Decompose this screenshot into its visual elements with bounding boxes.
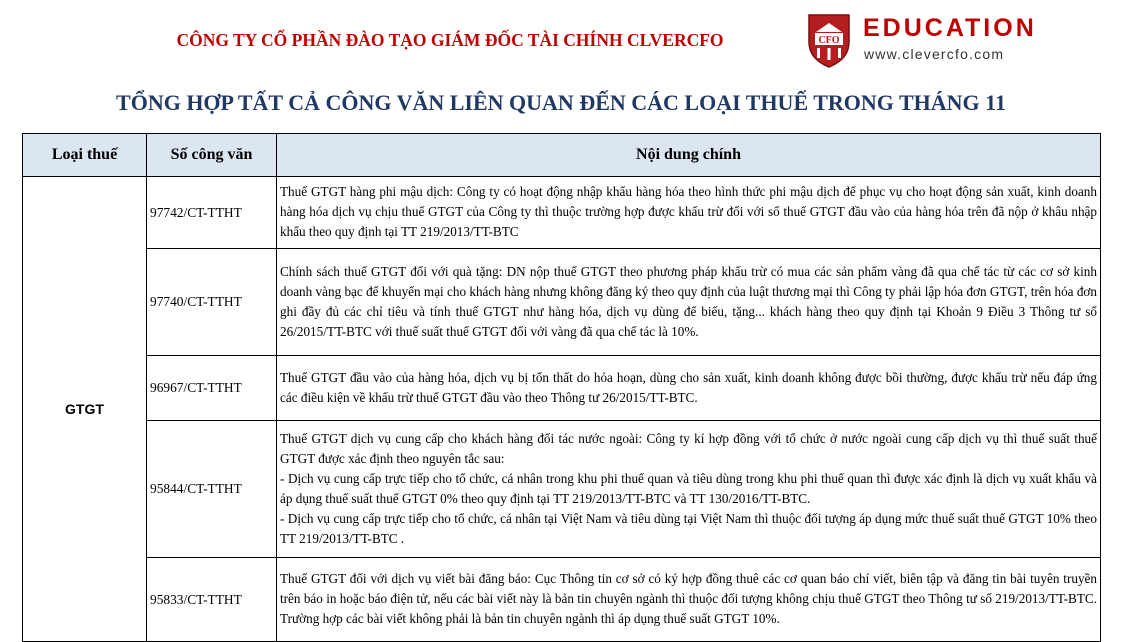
doc-number-cell: 97740/CT-TTHT — [147, 249, 277, 356]
table-row — [23, 249, 1101, 356]
tax-documents-table — [22, 133, 1101, 642]
table-header-row — [23, 134, 1101, 177]
logo-title: EDUCATION — [863, 14, 1037, 42]
tax-type-cell: GTGT — [23, 177, 147, 642]
doc-number-cell: 97742/CT-TTHT — [147, 177, 277, 249]
doc-number-cell: 96967/CT-TTHT — [147, 356, 277, 421]
table-row — [23, 177, 1101, 249]
logo-url: www.clevercfo.com — [864, 46, 1005, 62]
content-line: - Dịch vụ cung cấp trực tiếp cho tổ chức, cá nhân tại Việt Nam và tiêu dùng tại Việt Nam thì thuộc đối tượng áp dụng mức thuế suất thuế GTGT 10% theo TT 219/2013/TT-BTC . — [280, 510, 1097, 546]
doc-number-cell: 95833/CT-TTHT — [147, 558, 277, 642]
header-doc-number: Số công văn — [147, 134, 277, 177]
content-cell — [277, 356, 1101, 421]
content-line: - Dịch vụ cung cấp trực tiếp cho tổ chức, cá nhân trong khu phi thuế quan và tiêu dùng trong khu phi thuế quan thì được xác định là dịch vụ xuất khẩu và áp dụng thuế suất thuế GTGT 0% theo quy định tại TT 219/2013/TT-BTC và TT 130/2016/TT-BTC. — [280, 470, 1097, 506]
content-line: Chính sách thuế GTGT đối với quà tặng: DN nộp thuế GTGT theo phương pháp khấu trừ có mua các sản phẩm vàng đã qua chế tác từ các cơ sở kinh doanh vàng bạc để khuyến mại cho khách hàng nhưng không đăng ký theo quy định của luật thương mại thì Công ty phải lập hóa đơn GTGT, trên hóa đơn ghi đầy đủ các chỉ tiêu và tính thuế GTGT như hàng hóa, dịch vụ dùng để biếu, tặng... khách hàng theo quy định tại Khoản 9 Điều 3 Thông tư số 26/2015/TT-BTC với thuế suất thuế GTGT đối với vàng đã qua chế tác là 10%. — [280, 263, 1097, 339]
table-row — [23, 558, 1101, 642]
logo-badge-text: CFO — [818, 35, 840, 46]
company-name: CÔNG TY CỔ PHẦN ĐÀO TẠO GIÁM ĐỐC TÀI CHÍNH CLVERCFO — [176, 30, 724, 50]
content-cell — [277, 421, 1101, 558]
content-line: Thuế GTGT hàng phi mậu dịch: Công ty có hoạt động nhập khẩu hàng hóa theo hình thức phi mậu dịch để phục vụ cho hoạt động sản xuất, kinh doanh hàng hóa dịch vụ chịu thuế GTGT của Công ty thì thuộc trường hợp được khấu trừ đối với số thuế GTGT đầu vào của hàng hóa trên đã nộp ở khâu nhập khẩu theo quy định tại TT 219/2013/TT-BTC — [280, 184, 1097, 239]
content-line: Thuế GTGT đối với dịch vụ viết bài đăng báo: Cục Thông tin cơ sở có ký hợp đồng thuê các cơ quan báo chí viết, biên tập và đăng tin bài tuyên truyền trên báo in hoặc báo điện tử, nếu các bài viết này là bản tin chuyên ngành thì thuộc đối tượng không chịu thuế GTGT theo Thông tư số 219/2013/TT-BTC. Trường hợp các bài viết không phải là bản tin chuyên ngành thì áp dụng thuế suất GTGT 10%. — [280, 571, 1097, 626]
header-main-content: Nội dung chính — [277, 134, 1101, 177]
shield-logo-icon — [806, 12, 852, 68]
content-line: Thuế GTGT đầu vào của hàng hóa, dịch vụ bị tổn thất do hỏa hoạn, dùng cho sản xuất, kinh doanh không được bồi thường, được khấu trừ nếu đáp ứng các điều kiện về khấu trừ thuế GTGT đầu vào theo Thông tư 26/2015/TT-BTC. — [280, 369, 1097, 405]
header-tax-type: Loại thuế — [23, 134, 147, 177]
doc-number-cell: 95844/CT-TTHT — [147, 421, 277, 558]
page-title: TỔNG HỢP TẤT CẢ CÔNG VĂN LIÊN QUAN ĐẾN CÁC LOẠI THUẾ TRONG THÁNG 11 — [116, 90, 1006, 115]
content-line: Thuế GTGT dịch vụ cung cấp cho khách hàng đối tác nước ngoài: Công ty kí hợp đồng với tổ chức ở nước ngoài cung cấp dịch vụ thì thuế suất thuế GTGT được xác định theo nguyên tắc sau: — [280, 430, 1097, 466]
content-cell — [277, 177, 1101, 249]
table-row — [23, 421, 1101, 558]
table-row — [23, 356, 1101, 421]
content-cell — [277, 558, 1101, 642]
education-logo — [806, 10, 1106, 70]
content-cell — [277, 249, 1101, 356]
